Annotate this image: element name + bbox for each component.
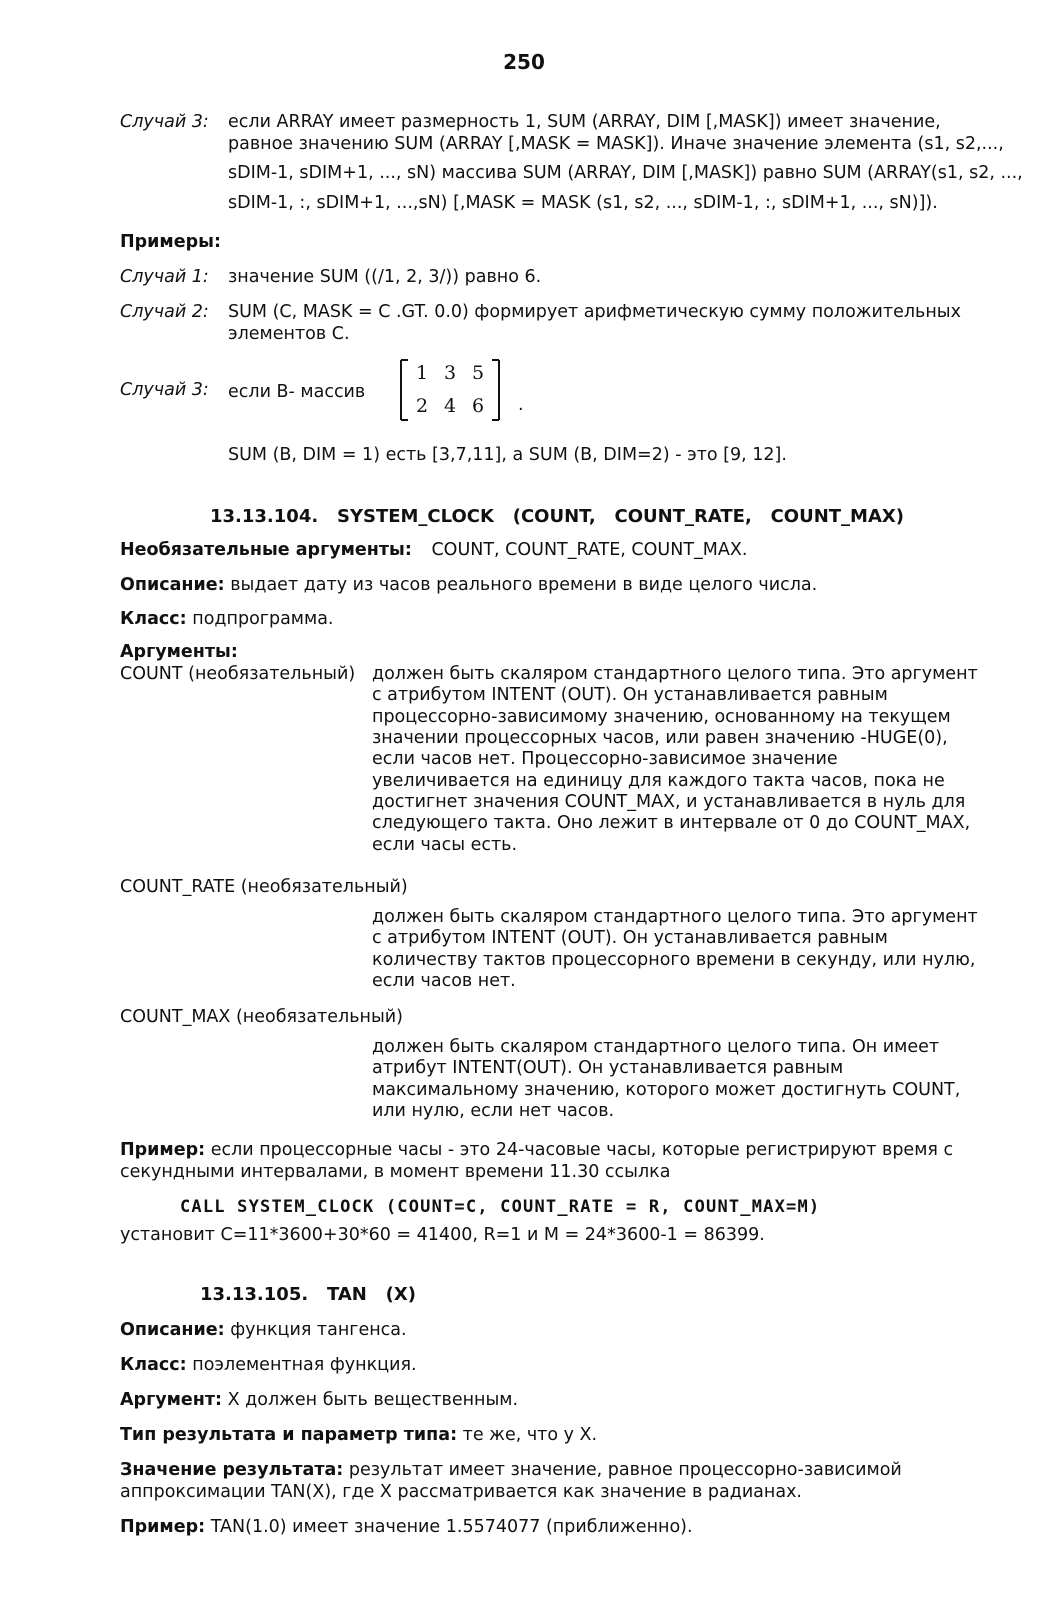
rate-desc-line: с атрибутом INTENT (OUT). Он устанавливается равным	[372, 928, 888, 949]
count-desc-line: если часы есть.	[372, 834, 518, 855]
example-line2: секундными интервалами, в момент времени 11.30 ссылка	[120, 1162, 671, 1182]
case3-line2: равное значению SUM (ARRAY [,MASK = MASK]). Иначе значение элемента (s1, s2,...,	[228, 134, 1004, 154]
example-line1: если процессорные часы - это 24-часовые часы, которые регистрируют время с	[210, 1140, 954, 1160]
tan-heading: 13.13.105. TAN (X)	[200, 1284, 416, 1305]
rate-desc-line: количеству тактов процессорного времени в секунду, или нулю,	[372, 949, 976, 970]
matrix-cell: 3	[443, 362, 457, 384]
case1-text: значение SUM ((/1, 2, 3/)) равно 6.	[228, 267, 542, 287]
max-desc-line: максимальному значению, которого может достигнуть COUNT,	[372, 1079, 961, 1100]
case3-label: Случай 3:	[120, 112, 209, 132]
max-desc-line: или нулю, если нет часов.	[372, 1101, 615, 1122]
optional-args-value: COUNT, COUNT_RATE, COUNT_MAX.	[431, 540, 748, 560]
matrix-cell: 1	[415, 362, 429, 384]
count-desc-line: достигнет значения COUNT_MAX, и устанавливается в нуль для	[372, 792, 966, 813]
count-rate-arg-name: COUNT_RATE (необязательный)	[120, 877, 408, 897]
count-rate-arg-description	[372, 907, 1002, 992]
case3b-result: SUM (B, DIM = 1) есть [3,7,11], а SUM (B, DIM=2) - это [9, 12].	[228, 445, 787, 465]
description-label: Описание:	[120, 575, 225, 595]
count-arg-description	[372, 664, 1002, 856]
description-value: выдает дату из часов реального времени в виде целого числа.	[230, 575, 818, 595]
rate-desc-line: должен быть скаляром стандартного целого типа. Это аргумент	[372, 907, 978, 927]
case3-line4: sDIM-1, :, sDIM+1, ...,sN) [,MASK = MASK (s1, s2, ..., sDIM-1, :, sDIM+1, ..., sN)]).	[228, 193, 938, 213]
matrix-period: .	[518, 395, 524, 415]
case3-line3: sDIM-1, sDIM+1, ..., sN) массива SUM (ARRAY, DIM [,MASK]) равно SUM (ARRAY(s1, s2, ...,	[228, 163, 1023, 183]
tan-example-value: TAN(1.0) имеет значение 1.5574077 (приближенно).	[210, 1517, 693, 1537]
tan-class-label: Класс:	[120, 1355, 187, 1375]
case3b-label: Случай 3:	[120, 380, 209, 400]
matrix-cell: 6	[471, 395, 485, 418]
count-desc-line: увеличивается на единицу для каждого такта часов, пока не	[372, 770, 945, 791]
count-desc-line: значении процессорных часов, или равен значению -HUGE(0),	[372, 728, 948, 749]
tan-value-label: Значение результата:	[120, 1460, 344, 1480]
tan-value-line1: результат имеет значение, равное процессорно-зависимой	[348, 1460, 902, 1480]
matrix-b	[400, 360, 500, 420]
case2-line1: SUM (C, MASK = C .GT. 0.0) формирует арифметическую сумму положительных	[228, 302, 961, 322]
count-desc-line: с атрибутом INTENT (OUT). Он устанавливается равным	[372, 685, 888, 706]
count-max-arg-description	[372, 1037, 1002, 1122]
tan-type-value: те же, что у X.	[462, 1425, 598, 1445]
tan-type-label: Тип результата и параметр типа:	[120, 1425, 458, 1445]
case1-label: Случай 1:	[120, 267, 209, 287]
case3b-text: если В- массив	[228, 382, 366, 402]
example-result: установит C=11*3600+30*60 = 41400, R=1 и M = 24*3600-1 = 86399.	[120, 1225, 765, 1245]
tan-description-label: Описание:	[120, 1320, 225, 1340]
examples-heading: Примеры:	[120, 232, 221, 252]
tan-class-value: поэлементная функция.	[192, 1355, 417, 1375]
page-number: 250	[503, 50, 545, 74]
class-label: Класс:	[120, 609, 187, 629]
count-desc-line: должен быть скаляром стандартного целого типа. Это аргумент	[372, 664, 978, 684]
example-label: Пример:	[120, 1140, 206, 1160]
case3-line1: если ARRAY имеет размерность 1, SUM (ARRAY, DIM [,MASK]) имеет значение,	[228, 112, 941, 132]
count-max-arg-name: COUNT_MAX (необязательный)	[120, 1007, 403, 1027]
count-desc-line: следующего такта. Оно лежит в интервале от 0 до COUNT_MAX,	[372, 813, 971, 834]
matrix-cell: 4	[443, 395, 457, 418]
tan-description-value: функция тангенса.	[230, 1320, 407, 1340]
optional-args-label: Необязательные аргументы:	[120, 540, 412, 560]
count-arg-name: COUNT (необязательный)	[120, 664, 356, 684]
tan-argument-label: Аргумент:	[120, 1390, 223, 1410]
max-desc-line: должен быть скаляром стандартного целого типа. Он имеет	[372, 1037, 940, 1057]
tan-example-label: Пример:	[120, 1517, 206, 1537]
case2-label: Случай 2:	[120, 302, 209, 322]
tan-value-line2: аппроксимации TAN(X), где X рассматривается как значение в радианах.	[120, 1482, 802, 1502]
count-desc-line: если часов нет. Процессорно-зависимое значение	[372, 749, 838, 770]
arguments-label: Аргументы:	[120, 642, 238, 662]
count-desc-line: процессорно-зависимому значению, основанному на текущем	[372, 706, 951, 727]
matrix-cell: 5	[471, 362, 485, 384]
system-clock-heading: 13.13.104. SYSTEM_CLOCK (COUNT, COUNT_RATE, COUNT_MAX)	[210, 506, 904, 527]
matrix-cell: 2	[415, 395, 429, 418]
rate-desc-line: если часов нет.	[372, 971, 516, 992]
case2-line2: элементов С.	[228, 324, 350, 344]
max-desc-line: атрибут INTENT(OUT). Он устанавливается равным	[372, 1058, 844, 1079]
tan-argument-value: X должен быть вещественным.	[227, 1390, 519, 1410]
class-value: подпрограмма.	[192, 609, 334, 629]
code-call: CALL SYSTEM_CLOCK (COUNT=C, COUNT_RATE = R, COUNT_MAX=M)	[180, 1197, 821, 1217]
